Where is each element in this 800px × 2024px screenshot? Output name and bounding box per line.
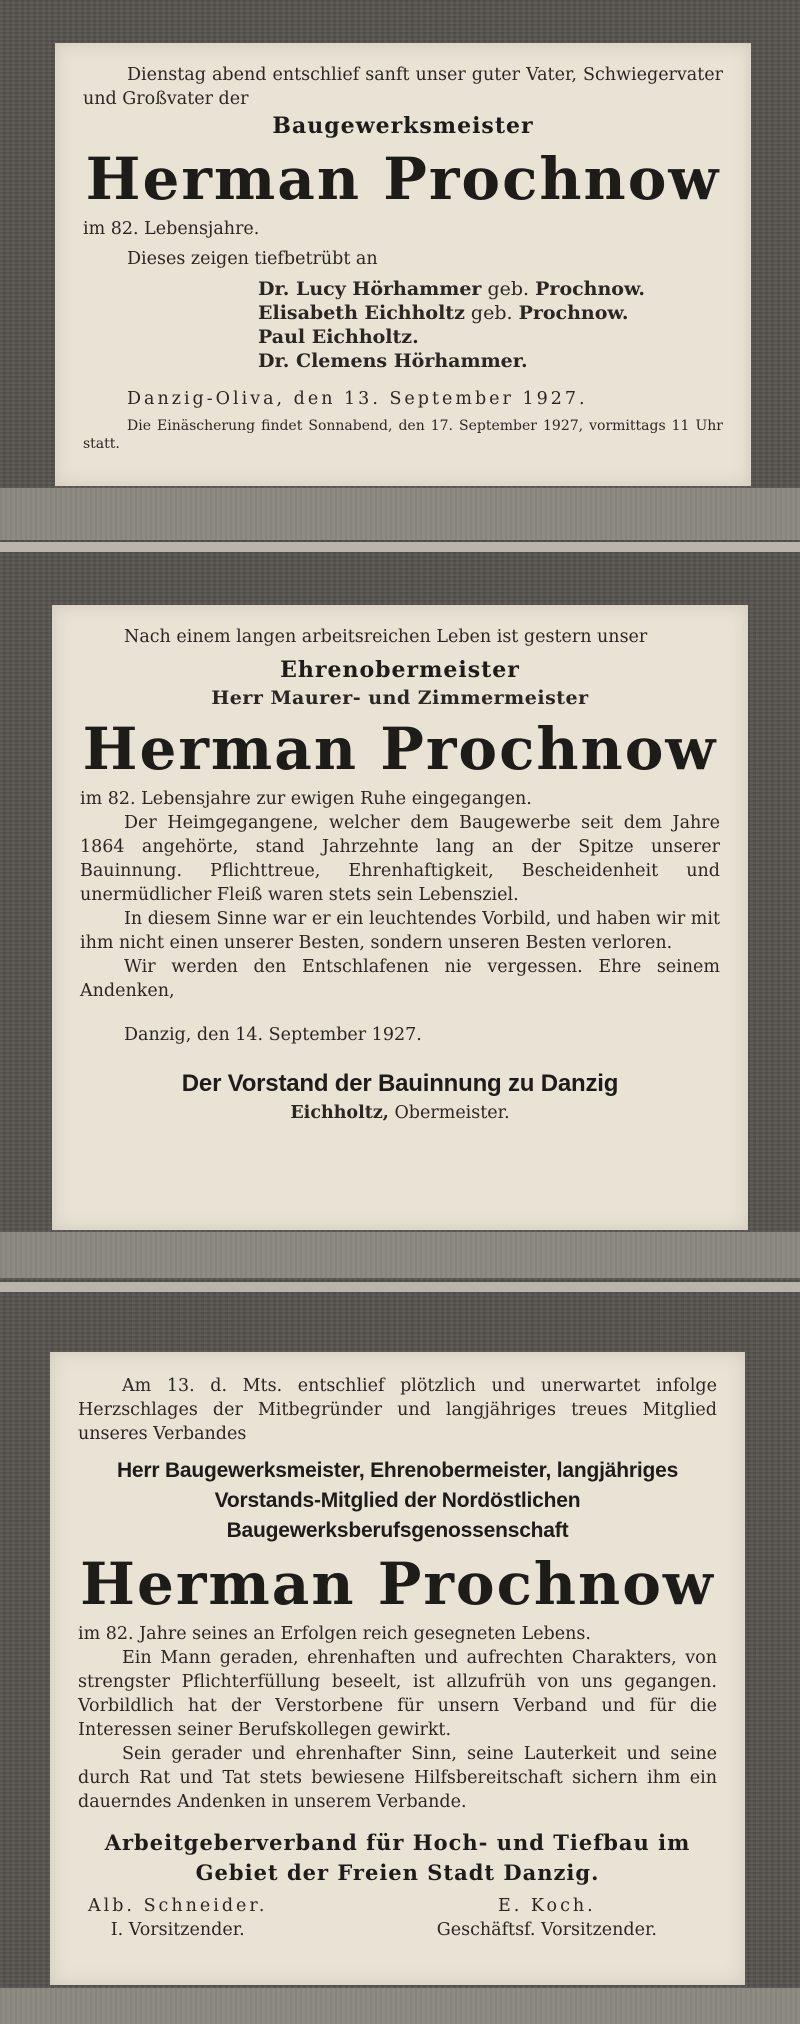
signatory <box>437 1894 657 1942</box>
mourners-list <box>258 277 723 373</box>
signature: Eichholtz, Obermeister. <box>290 1103 510 1123</box>
notice-paragraph: Wir werden den Entschlafenen nie vergessen. Ehre seinem Andenken, <box>80 957 720 1001</box>
place-date: Danzig-Oliva, den 13. September 1927. <box>127 389 588 409</box>
notice-intro: Am 13. d. Mts. entschlief plötzlich und unerwartet infolge Herzschlages der Mitbegründer und langjähriges treues Mitglied unseres Verbandes <box>78 1376 717 1444</box>
deceased-name: Herman Prochnow <box>85 145 721 213</box>
notice-subtitle: Herr Maurer- und Zimmermeister <box>211 687 589 709</box>
organization-name: Arbeitgeberverband für Hoch- und Tiefbau im Gebiet der Freien Stadt Danzig. <box>104 1830 691 1885</box>
signatory-name: Alb. Schneider. <box>88 1896 268 1916</box>
paper-strip <box>0 488 800 540</box>
notice-age: im 82. Lebensjahre. <box>83 219 260 239</box>
organization-name: Der Vorstand der Bauinnung zu Danzig <box>181 1070 619 1097</box>
mourner: Elisabeth Eichholtz geb. Prochnow. <box>258 302 629 324</box>
notice-age: im 82. Jahre seines an Erfolgen reich gesegneten Lebens. <box>78 1624 591 1644</box>
mourner: Paul Eichholtz. <box>258 326 419 348</box>
signatory-name: E. Koch. <box>498 1896 596 1916</box>
cremation-note: Die Einäscherung findet Sonnabend, den 17. September 1927, vormittags 11 Uhr statt. <box>83 418 723 452</box>
notice-title: Baugewerksmeister <box>272 113 534 139</box>
mourner: Dr. Clemens Hörhammer. <box>258 350 528 372</box>
notice-intro: Nach einem langen arbeitsreichen Leben ist gestern unser <box>124 627 648 647</box>
deceased-name: Herman Prochnow <box>82 715 718 783</box>
deceased-name: Herman Prochnow <box>80 1550 715 1618</box>
obituary-notice-guild <box>52 605 748 1230</box>
notice-title: Ehrenobermeister <box>280 657 520 683</box>
paper-strip <box>0 542 800 552</box>
signatures <box>78 1894 717 1942</box>
signatory <box>88 1894 267 1942</box>
notice-paragraph: In diesem Sinne war er ein leuchtendes Vorbild, und haben wir mit ihm nicht einen unserer Besten, sondern unseren Besten verloren. <box>80 909 720 953</box>
obituary-notice-association <box>50 1352 745 1985</box>
paper-strip <box>0 1232 800 1278</box>
place-date: Danzig, den 14. September 1927. <box>124 1025 422 1045</box>
notice-age: im 82. Lebensjahre zur ewigen Ruhe eingegangen. <box>80 789 532 809</box>
notice-paragraph: Sein gerader und ehrenhafter Sinn, seine Lauterkeit und seine durch Rat und Tat stets bewiesene Hilfsbereitschaft sichern ihm ein dauerndes Andenken in unserem Verbande. <box>78 1744 717 1812</box>
mourner: Dr. Lucy Hörhammer geb. Prochnow. <box>258 278 646 300</box>
signatory-role: Geschäftsf. Vorsitzender. <box>436 1920 657 1940</box>
paper-strip <box>0 1282 800 1292</box>
obituary-notice-family <box>55 43 751 486</box>
signatory-role: I. Vorsitzender. <box>110 1920 245 1940</box>
notice-title: Herr Baugewerksmeister, Ehrenobermeister, langjähriges Vorstands-Mitglied der Nordöstlichen Baugewerksberufsgenossenschaft <box>116 1459 679 1542</box>
notice-announce: Dieses zeigen tiefbetrübt an <box>127 249 378 269</box>
paper-strip <box>0 1988 800 2024</box>
notice-paragraph: Ein Mann geraden, ehrenhaften und aufrechten Charakters, von strengster Pflichterfüllung beseelt, ist allzufrüh von uns gegangen. Vorbildlich hat der Verstorbene für unsern Verband und für die Interessen seiner Berufskollegen gewirkt. <box>78 1648 717 1740</box>
notice-intro: Dienstag abend entschlief sanft unser guter Vater, Schwiegervater und Großvater der <box>83 65 723 109</box>
notice-paragraph: Der Heimgegangene, welcher dem Baugewerbe seit dem Jahre 1864 angehörte, stand Jahrzehnte lang an der Spitze unserer Bauinnung. Pflichttreue, Ehrenhaftigkeit, Bescheidenheit und unermüdlicher Fleiß waren stets sein Lebensziel. <box>80 813 720 905</box>
